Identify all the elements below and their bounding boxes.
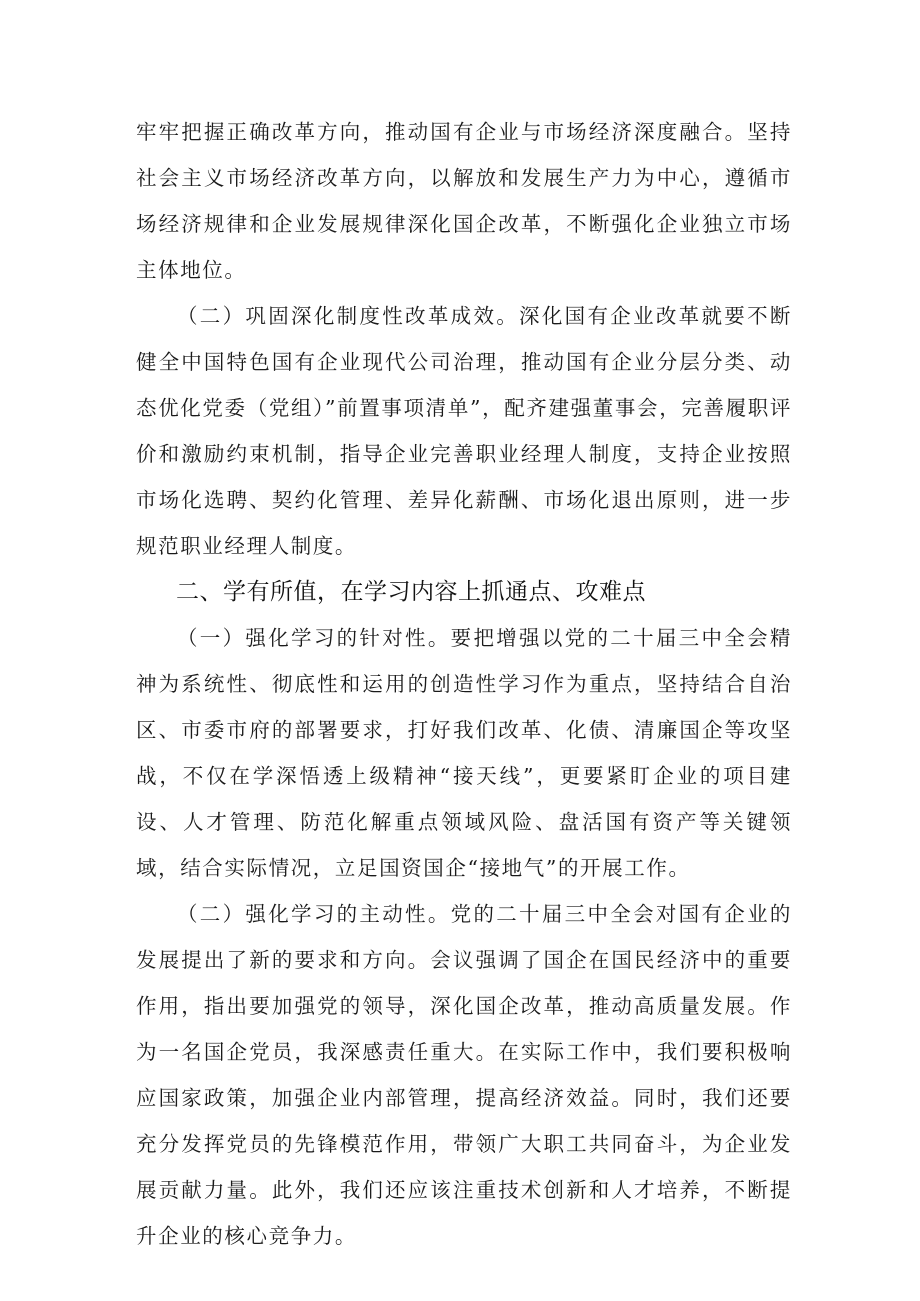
paragraph-section-1-item-2: （二）巩固深化制度性改革成效。深化国有企业改革就要不断健全中国特色国有企业现代公司治理，推动国有企业分层分类、动态优化党委（党组）”前置事项清单”，配齐建强董事会，完善履职评价和激励约束机制，指导企业完善职业经理人制度，支持企业按照市场化选聘、契约化管理、差异化薪酬、市场化退出原则，进一步规范职业经理人制度。 (136, 304, 792, 558)
section-heading-2: 二、学有所值，在学习内容上抓通点、攻难点 (176, 579, 646, 605)
paragraph-section-2-item-1: （一）强化学习的针对性。要把增强以党的二十届三中全会精神为系统性、彻底性和运用的创造性学习作为重点，坚持结合自治区、市委市府的部署要求，打好我们改革、化债、清廉国企等攻坚战，不仅在学深悟透上级精神“接天线”，更要紧盯企业的项目建设、人才管理、防范化解重点领域风险、盘活国有资产等关键领域，结合实际情况，立足国资国企“接地气”的开展工作。 (136, 626, 792, 880)
paragraph-continuation: 牢牢把握正确改革方向，推动国有企业与市场经济深度融合。坚持社会主义市场经济改革方向，以解放和发展生产力为中心，遵循市场经济规律和企业发展规律深化国企改革，不断强化企业独立市场主体地位。 (136, 120, 792, 282)
document-body (136, 109, 792, 1259)
paragraph-section-2-item-2: （二）强化学习的主动性。党的二十届三中全会对国有企业的发展提出了新的要求和方向。会议强调了国企在国民经济中的重要作用，指出要加强党的领导，深化国企改革，推动高质量发展。作为一名国企党员，我深感责任重大。在实际工作中，我们要积极响应国家政策，加强企业内部管理，提高经济效益。同时，我们还要充分发挥党员的先锋模范作用，带领广大职工共同奋斗，为企业发展贡献力量。此外，我们还应该注重技术创新和人才培养，不断提升企业的核心竞争力。 (136, 902, 792, 1248)
